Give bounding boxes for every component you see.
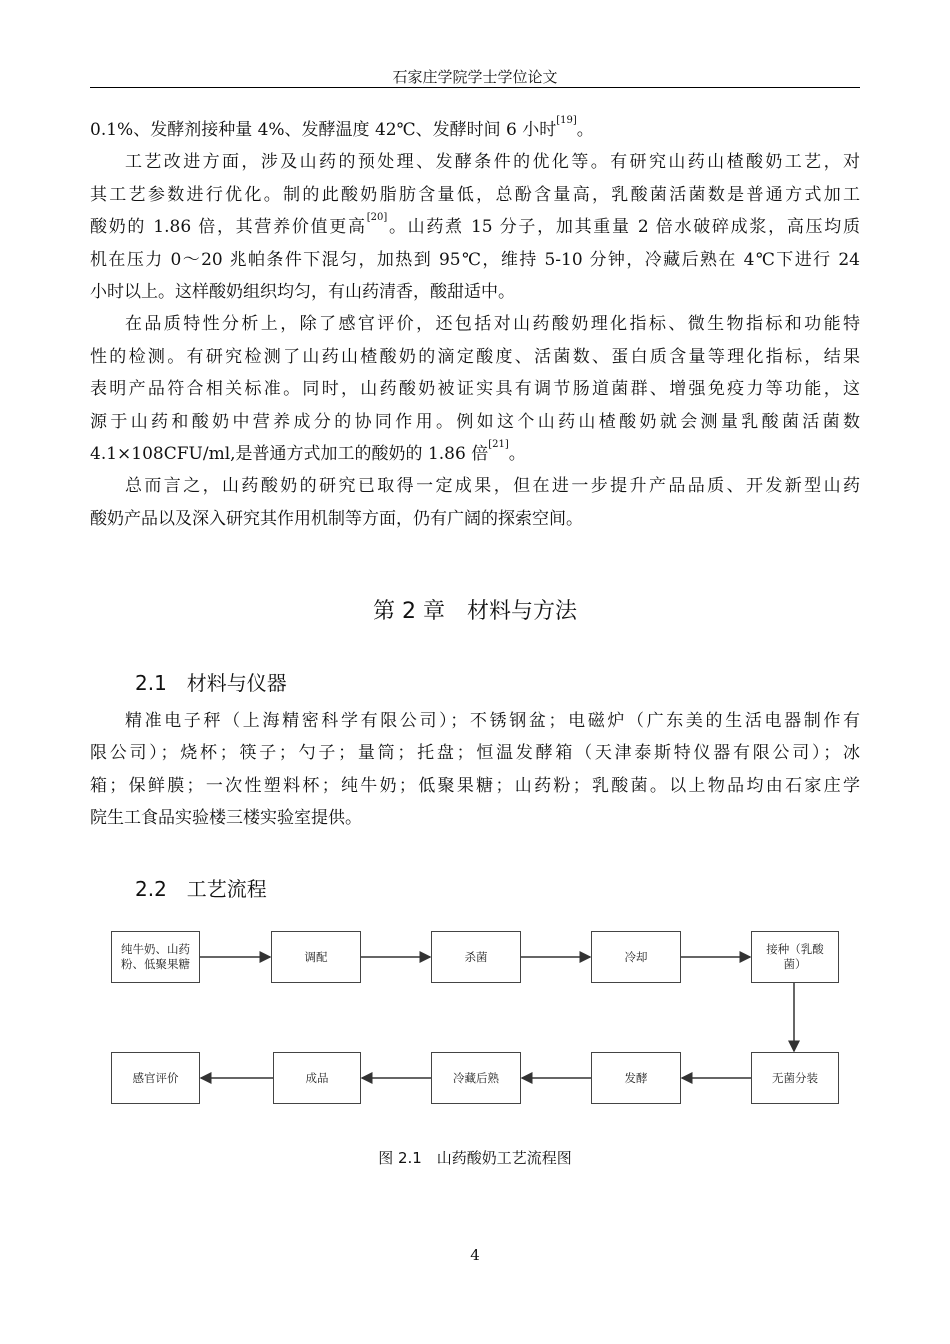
text-segment: 表明产品符合相关标准。同时，山药酸奶被证实具有调节肠道菌群、增强免疫力等功能，这 (90, 379, 860, 400)
citation-reference: [21] (488, 438, 509, 450)
flow-step-inoculation: 接种（乳酸菌） (751, 931, 839, 983)
text-segment: 性的检测。有研究检测了山药山楂酸奶的滴定酸度、活菌数、蛋白质含量等理化指标，结果 (90, 346, 860, 367)
text-segment: 院生工食品实验楼三楼实验室提供。 (90, 808, 362, 829)
text-segment: 酸奶的 1.86 倍，其营养价值更高 (90, 217, 367, 238)
text-segment: 总而言之，山药酸奶的研究已取得一定成果，但在进一步提升产品品质、开发新型山药 (125, 476, 860, 497)
text-segment: 在品质特性分析上，除了感官评价，还包括对山药酸奶理化指标、微生物指标和功能特 (125, 314, 860, 335)
text-segment: 其工艺参数进行优化。制的此酸奶脂肪含量低，总酚含量高，乳酸菌活菌数是普通方式加工 (90, 184, 860, 205)
text-segment: 小时以上。这样酸奶组织均匀，有山药清香，酸甜适中。 (90, 281, 515, 302)
flow-step-sensory-evaluation: 感官评价 (111, 1052, 200, 1104)
flow-step-ingredients: 纯牛奶、山药粉、低聚果糖 (111, 931, 200, 983)
flow-step-aseptic-filling: 无菌分装 (751, 1052, 839, 1104)
text-segment: 源于山药和酸奶中营养成分的协同作用。例如这个山药山楂酸奶就会测量乳酸菌活菌数 (90, 411, 860, 432)
text-segment: 箱；保鲜膜；一次性塑料杯；纯牛奶；低聚果糖；山药粉；乳酸菌。以上物品均由石家庄学 (90, 775, 860, 796)
text-segment: 酸奶产品以及深入研究其作用机制等方面，仍有广阔的探索空间。 (90, 508, 583, 529)
text-segment: 工艺改进方面，涉及山药的预处理、发酵条件的优化等。有研究山药山楂酸奶工艺，对 (125, 152, 860, 173)
text-segment: 精准电子秤（上海精密科学有限公司）；不锈钢盆；电磁炉（广东美的生活电器制作有 (125, 711, 860, 731)
flow-step-cold-ripening: 冷藏后熟 (431, 1052, 521, 1104)
text-segment: 0.1%、发酵剂接种量 4%、发酵温度 42℃、发酵时间 6 小时 (90, 120, 557, 140)
text-segment: 限公司）；烧杯；筷子；勺子；量筒；托盘；恒温发酵箱（天津泰斯特仪器有限公司）；冰 (90, 743, 860, 764)
text-segment: 。山药煮 15 分子，加其重量 2 倍水破碎成浆，高压均质 (387, 217, 860, 238)
running-header: 石家庄学院学士学位论文 (392, 68, 558, 86)
section-heading-2-1: 2.1 材料与仪器 (135, 671, 287, 695)
text-segment: 。 (576, 120, 594, 140)
flow-step-blending: 调配 (271, 931, 361, 983)
text-segment: 机在压力 0～20 兆帕条件下混匀，加热到 95℃，维持 5-10 分钟，冷藏后熟在 4℃下进行 24 (90, 249, 860, 270)
page-number: 4 (470, 1246, 480, 1264)
text-segment: 。 (508, 443, 526, 464)
citation-reference: [20] (366, 212, 388, 224)
figure-caption: 图 2.1 山药酸奶工艺流程图 (378, 1149, 572, 1167)
text-segment: 4.1×108CFU/ml,是普通方式加工的酸奶的 1.86 倍 (90, 443, 489, 464)
flow-step-sterilization: 杀菌 (431, 931, 521, 983)
citation-reference: [19] (556, 115, 577, 126)
flow-step-fermentation: 发酵 (591, 1052, 681, 1104)
flow-step-cooling: 冷却 (591, 931, 681, 983)
chapter-title: 第 2 章 材料与方法 (373, 599, 577, 624)
section-heading-2-2: 2.2 工艺流程 (135, 877, 267, 901)
flow-step-product: 成品 (273, 1052, 361, 1104)
